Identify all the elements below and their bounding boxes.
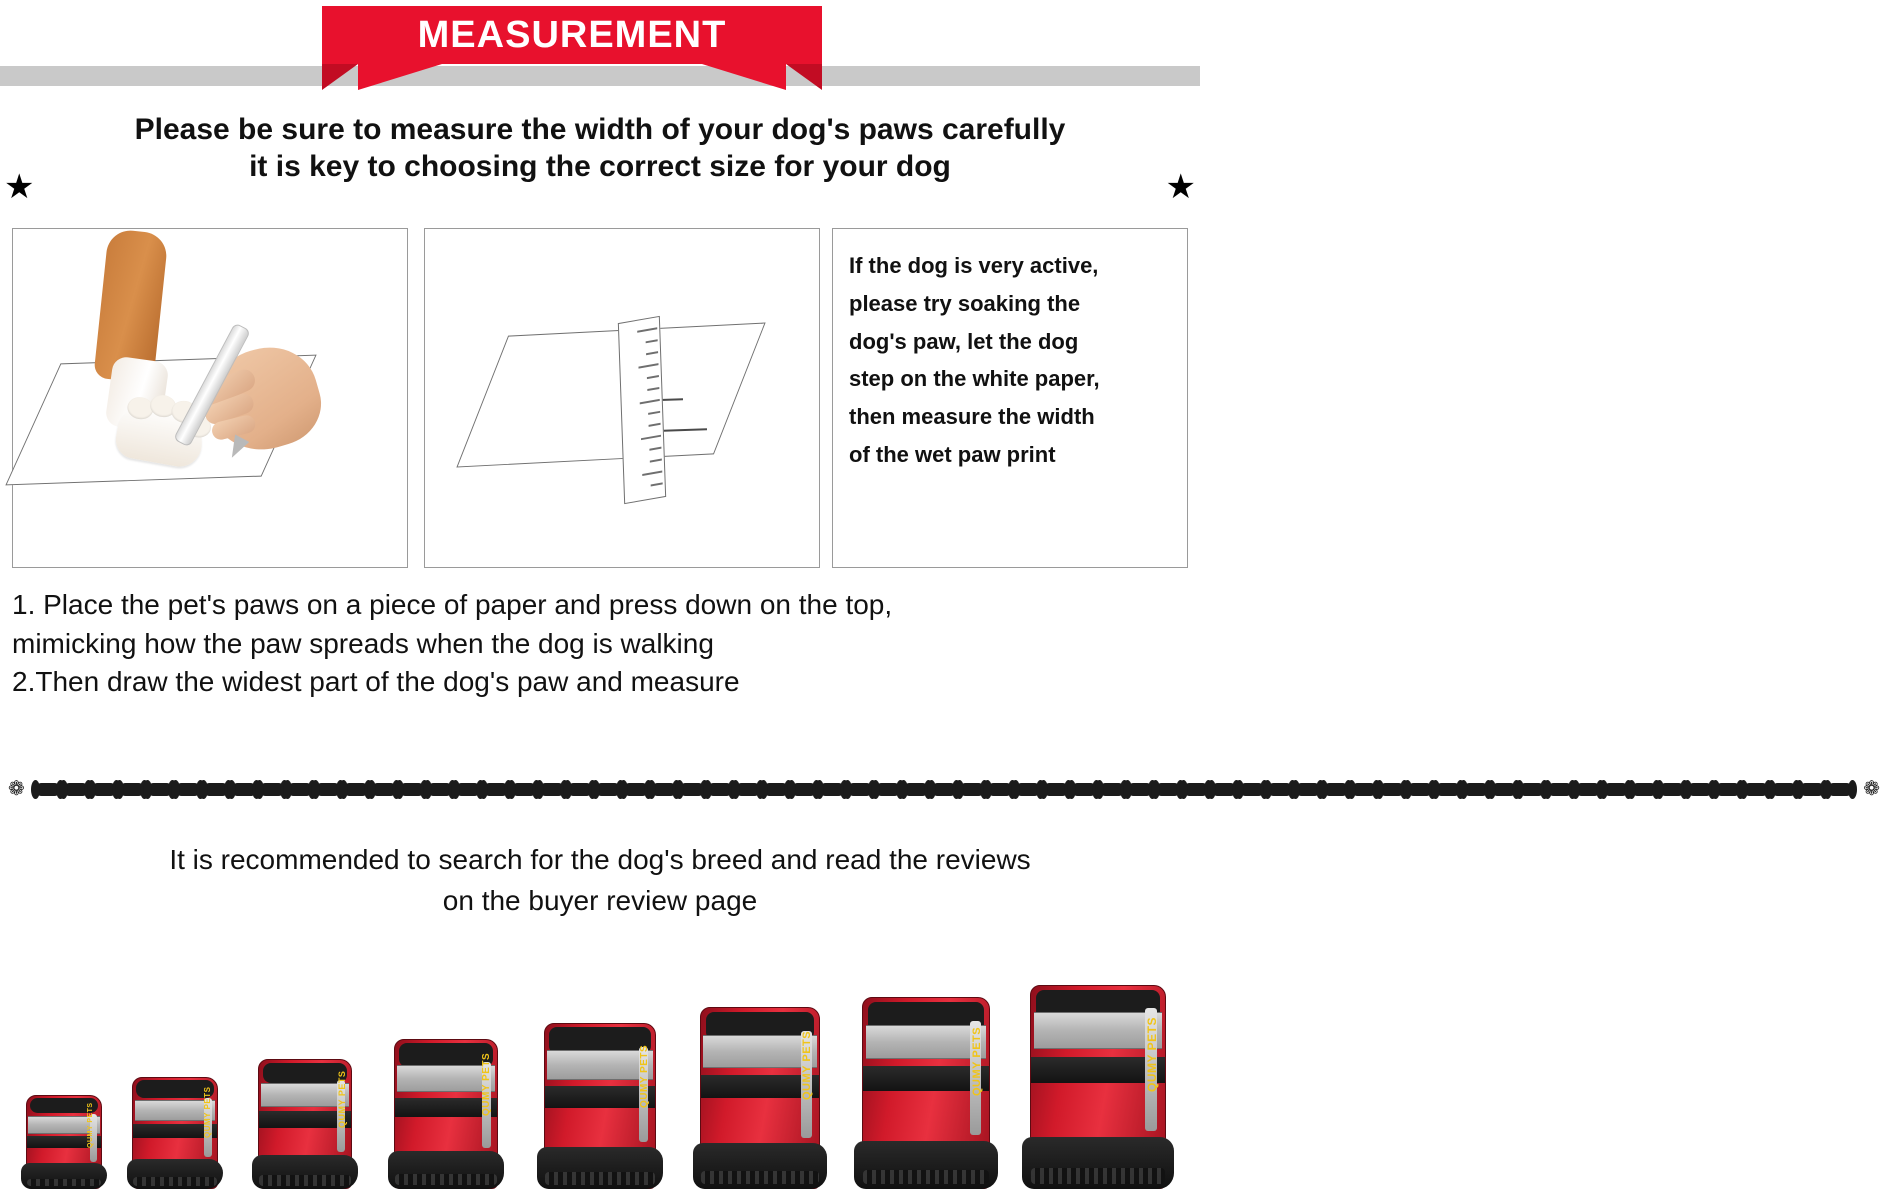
bone-icon xyxy=(1211,783,1237,796)
headline-line-1: Please be sure to measure the width of your dog's paws carefully xyxy=(134,113,1066,146)
paper-sheet xyxy=(456,322,765,467)
bone-icon xyxy=(707,783,733,796)
ribbon-tail-right xyxy=(786,64,822,90)
bone-icon xyxy=(1435,783,1461,796)
bone-icon xyxy=(287,783,313,796)
bone-icon xyxy=(1323,783,1349,796)
ribbon-notch-left xyxy=(358,64,442,90)
ribbon xyxy=(322,6,822,84)
boot-size-7 xyxy=(862,969,990,1189)
boot-brand-label: QUMY PETS xyxy=(481,1052,492,1116)
bone-icon xyxy=(623,783,649,796)
bone-icon xyxy=(147,783,173,796)
star-icon-right: ★ xyxy=(1165,168,1196,206)
bone-icon xyxy=(875,783,901,796)
bone-icon xyxy=(847,783,873,796)
boot-size-8 xyxy=(1030,955,1166,1189)
instructions xyxy=(12,586,1192,702)
bone-icon xyxy=(1071,783,1097,796)
boot-size-1 xyxy=(26,1079,102,1189)
bone-icon xyxy=(763,783,789,796)
bone-icon xyxy=(1043,783,1069,796)
bone-icon xyxy=(343,783,369,796)
ruler-icon xyxy=(618,316,666,504)
bone-icon xyxy=(1015,783,1041,796)
bone-icon xyxy=(567,783,593,796)
bone-icon xyxy=(1099,783,1125,796)
bone-icon xyxy=(1155,783,1181,796)
bone-icon xyxy=(203,783,229,796)
instruction-step-1-line-2: mimicking how the paw spreads when the dog is walking xyxy=(12,627,714,659)
bone-icon xyxy=(1603,783,1629,796)
bone-icon xyxy=(1799,783,1825,796)
recommendation-line-1: It is recommended to search for the dog's breed and read the reviews xyxy=(169,844,1031,875)
bone-icon xyxy=(91,783,117,796)
paw-print-icon: ❁ xyxy=(1863,778,1880,801)
boot-brand-label: QUMY PETS xyxy=(639,1044,650,1108)
boot-size-lineup xyxy=(0,965,1200,1195)
bone-icon xyxy=(455,783,481,796)
bone-icon xyxy=(1267,783,1293,796)
boot-brand-label: QUMY PETS xyxy=(1145,1017,1159,1092)
boot-brand-label: QUMY PETS xyxy=(801,1030,813,1100)
bone-icon xyxy=(735,783,761,796)
bone-icon xyxy=(259,783,285,796)
bone-icon xyxy=(1127,783,1153,796)
bone-icon xyxy=(539,783,565,796)
boot-size-5 xyxy=(544,999,656,1189)
bone-icon xyxy=(119,783,145,796)
bone-icon xyxy=(1239,783,1265,796)
measurement-banner xyxy=(0,0,1200,96)
bone-icon xyxy=(1659,783,1685,796)
bone-icon xyxy=(1743,783,1769,796)
tip-box xyxy=(832,228,1188,568)
bone-icon xyxy=(511,783,537,796)
bone-icon xyxy=(315,783,341,796)
illustration-paw-drawing xyxy=(12,228,408,568)
ribbon-notch-right xyxy=(702,64,786,90)
bone-icon xyxy=(651,783,677,796)
headline xyxy=(16,112,1184,185)
ribbon-tail-left xyxy=(322,64,358,90)
bone-icon xyxy=(1771,783,1797,796)
bone-icon xyxy=(1687,783,1713,796)
bone-icon xyxy=(371,783,397,796)
bone-icon xyxy=(1407,783,1433,796)
headline-line-2: it is key to choosing the correct size for your dog xyxy=(249,149,951,183)
bone-icon xyxy=(987,783,1013,796)
bone-icon xyxy=(595,783,621,796)
tip-line-5: then measure the width xyxy=(849,404,1095,430)
tip-text xyxy=(833,229,1187,474)
tip-line-4: step on the white paper, xyxy=(849,366,1100,392)
bone-icon xyxy=(399,783,425,796)
bone-icon xyxy=(1379,783,1405,796)
instruction-step-1-line-1: 1. Place the pet's paws on a piece of paper and press down on the top, xyxy=(12,589,893,620)
bone-icon xyxy=(427,783,453,796)
tip-line-1: If the dog is very active, xyxy=(849,253,1099,278)
boot-brand-label: QUMY PETS xyxy=(87,1102,94,1148)
boot-brand-label: QUMY PETS xyxy=(971,1026,983,1096)
bone-icon xyxy=(483,783,509,796)
bone-icon xyxy=(903,783,929,796)
tip-line-6: of the wet paw print xyxy=(849,442,1056,468)
tip-line-2: please try soaking the xyxy=(849,290,1081,316)
recommendation-line-2: on the buyer review page xyxy=(442,884,758,916)
boot-brand-label: QUMY PETS xyxy=(337,1070,347,1128)
boot-brand-label: QUMY PETS xyxy=(203,1086,212,1138)
bone-icon xyxy=(1519,783,1545,796)
bone-icon xyxy=(1183,783,1209,796)
bone-icon xyxy=(175,783,201,796)
bone-icon xyxy=(1827,783,1853,796)
boot-size-4 xyxy=(394,1017,498,1189)
bone-icon xyxy=(1351,783,1377,796)
bone-icon xyxy=(959,783,985,796)
recommendation xyxy=(30,840,1170,921)
bone-icon xyxy=(1491,783,1517,796)
bone-icon xyxy=(1631,783,1657,796)
boot-size-6 xyxy=(700,981,820,1189)
bone-icon xyxy=(1575,783,1601,796)
bone-icon xyxy=(231,783,257,796)
banner-title: MEASUREMENT xyxy=(417,14,727,56)
instruction-step-2: 2.Then draw the widest part of the dog's paw and measure xyxy=(12,666,740,698)
bone-icon xyxy=(1715,783,1741,796)
star-icon-left: ★ xyxy=(4,168,35,206)
bone-icon xyxy=(1463,783,1489,796)
bone-icon xyxy=(63,783,89,796)
bone-icon xyxy=(679,783,705,796)
bone-icon xyxy=(35,783,61,796)
bone-icon xyxy=(791,783,817,796)
boot-size-3 xyxy=(258,1039,352,1189)
illustration-ruler-measuring xyxy=(424,228,820,568)
bone-divider xyxy=(6,770,1880,804)
bone-icon xyxy=(1547,783,1573,796)
bone-icon xyxy=(819,783,845,796)
tip-line-3: dog's paw, let the dog xyxy=(849,328,1079,354)
bone-icon xyxy=(1295,783,1321,796)
paw-print-icon: ❁ xyxy=(8,778,25,801)
boot-size-2 xyxy=(132,1059,218,1189)
bone-icon xyxy=(931,783,957,796)
